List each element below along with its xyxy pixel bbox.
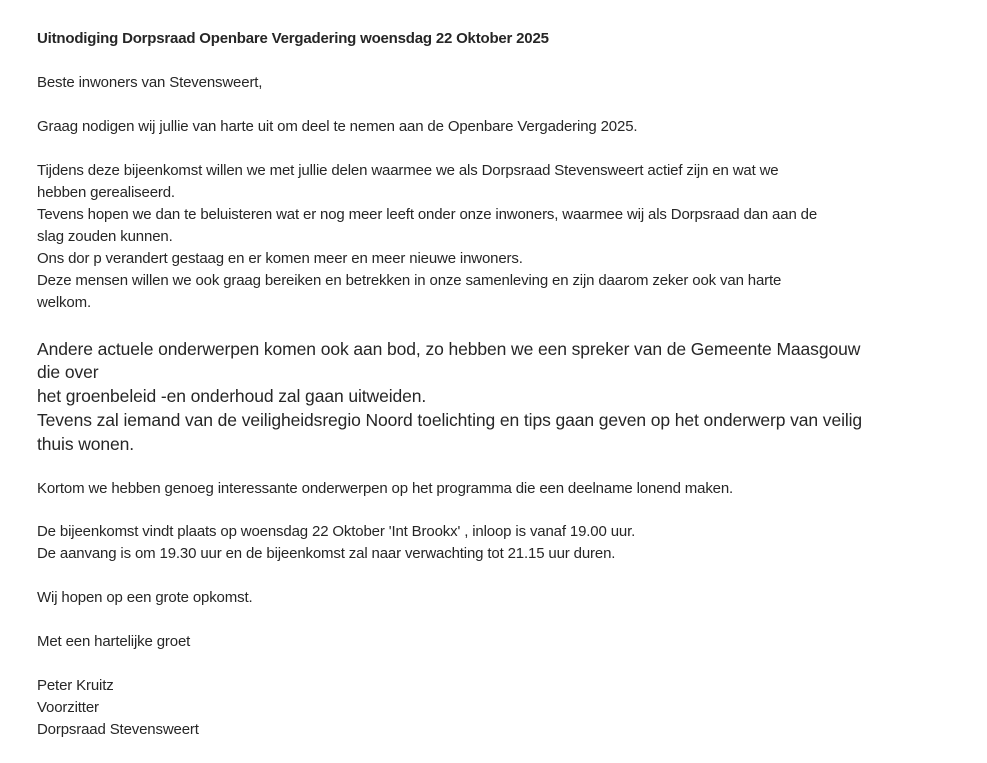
paragraph-line: Deze mensen willen we ook graag bereiken en betrekken in onze samenleving en zijn daarom zeker ook van harte <box>37 272 782 289</box>
salutation: Beste inwoners van Stevensweert, <box>37 74 263 91</box>
signature-organization: Dorpsraad Stevensweert <box>37 721 199 738</box>
closing-hope: Wij hopen op een grote opkomst. <box>37 589 253 606</box>
closing-greeting: Met een hartelijke groet <box>37 633 191 650</box>
paragraph-line: Tevens hopen we dan te beluisteren wat er nog meer leeft onder onze inwoners, waarmee wij als Dorpsraad dan aan de <box>37 206 818 223</box>
paragraph-line: Ons dor p verandert gestaag en er komen meer en meer nieuwe inwoners. <box>37 250 523 267</box>
details-line: De aanvang is om 19.30 uur en de bijeenkomst zal naar verwachting tot 21.15 uur duren. <box>37 545 616 562</box>
paragraph-line: welkom. <box>37 294 91 311</box>
paragraph-line: hebben gerealiseerd. <box>37 184 175 201</box>
paragraph-line: slag zouden kunnen. <box>37 228 173 245</box>
letter-title: Uitnodiging Dorpsraad Openbare Vergadering woensdag 22 Oktober 2025 <box>37 30 549 47</box>
paragraph-line: die over <box>37 362 99 382</box>
paragraph-line: Tijdens deze bijeenkomst willen we met jullie delen waarmee we als Dorpsraad Stevensweert actief zijn en wat we <box>37 162 779 179</box>
paragraph-line: het groenbeleid -en onderhoud zal gaan uitweiden. <box>37 386 427 406</box>
details-line: De bijeenkomst vindt plaats op woensdag 22 Oktober 'Int Brookx' , inloop is vanaf 19.00 uur. <box>37 523 636 540</box>
summary-paragraph: Kortom we hebben genoeg interessante onderwerpen op het programma die een deelname lonend maken. <box>37 480 734 497</box>
paragraph-line: Andere actuele onderwerpen komen ook aan bod, zo hebben we een spreker van de Gemeente Maasgouw <box>37 339 861 359</box>
intro-paragraph: Graag nodigen wij jullie van harte uit om deel te nemen aan de Openbare Vergadering 2025. <box>37 118 638 135</box>
paragraph-line: Tevens zal iemand van de veiligheidsregio Noord toelichting en tips gaan geven op het onderwerp van veilig <box>37 410 863 430</box>
signature-role: Voorzitter <box>37 699 99 716</box>
signature-name: Peter Kruitz <box>37 677 114 694</box>
paragraph-line: thuis wonen. <box>37 434 135 454</box>
